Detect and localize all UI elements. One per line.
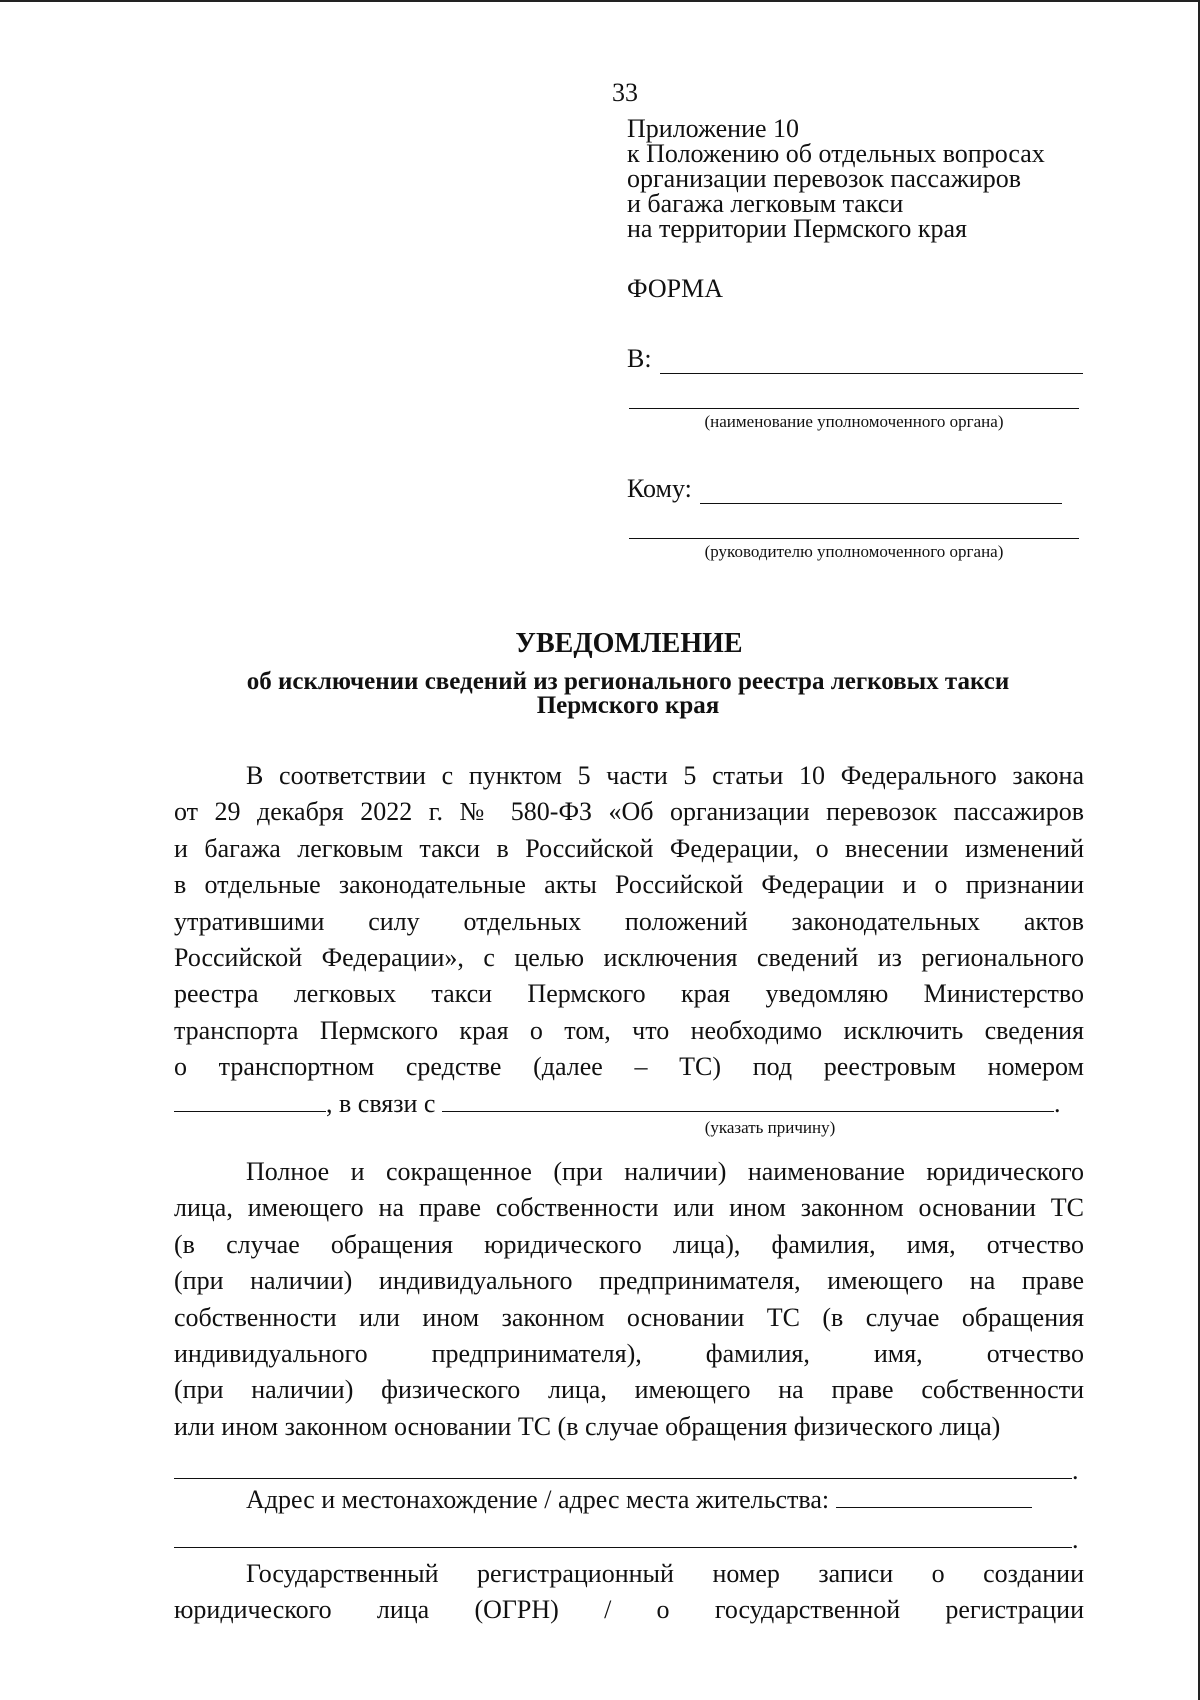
to-field-blank[interactable] <box>660 349 1083 374</box>
appendix-line: к Положению об отдельных вопросах <box>627 139 1045 168</box>
paragraph-line: или ином законном основании ТС (в случае обращения физического лица) <box>174 1411 1001 1441</box>
paragraph-line: В соответствии с пунктом 5 части 5 статьи 10 Федерального закона <box>246 761 1084 790</box>
paragraph-3 <box>174 1556 1084 1629</box>
reason-end-mark: . <box>1053 1088 1061 1118</box>
to-field-second-line[interactable] <box>629 408 1079 409</box>
to-field-label: В: <box>627 344 652 373</box>
paragraph-line: реестра легковых такси Пермского края уведомляю Министерство <box>174 979 1084 1009</box>
paragraph-line: индивидуального предпринимателя), фамилия, имя, отчество <box>174 1339 1084 1369</box>
address-line <box>174 1482 1084 1518</box>
appendix-line: организации перевозок пассажиров <box>627 164 1021 193</box>
paragraph-line: собственности или ином законном основании ТС (в случае обращения <box>174 1302 1084 1332</box>
notice-title: УВЕДОМЛЕНИЕ <box>515 628 743 659</box>
to-field <box>627 344 1083 374</box>
paragraph-line: Российской Федерации», с целью исключения сведений из регионального <box>174 943 1084 973</box>
registry-number-blank[interactable] <box>174 1089 326 1112</box>
paragraph-line: (в случае обращения юридического лица), фамилия, имя, отчество <box>174 1229 1084 1259</box>
owner-name-end-mark: . <box>1072 1456 1079 1486</box>
to-field-caption: (наименование уполномоченного органа) <box>704 412 1004 431</box>
whom-field-second-line[interactable] <box>629 538 1079 539</box>
paragraph-line: о транспортном средстве (далее – ТС) под реестровым номером <box>174 1052 1084 1082</box>
paragraph-line: лица, имеющего на праве собственности или ином законном основании ТС <box>174 1193 1084 1223</box>
address-blank-long[interactable] <box>174 1525 1072 1548</box>
paragraph-line: Государственный регистрационный номер записи о создании <box>246 1559 1084 1588</box>
appendix-line: на территории Пермского края <box>627 214 967 243</box>
whom-field-blank[interactable] <box>700 479 1062 504</box>
address-label: Адрес и местонахождение / адрес места жительства: <box>246 1485 830 1514</box>
address-blank-short[interactable] <box>836 1485 1032 1508</box>
paragraph-line: и багажа легковым такси в Российской Федерации, о внесении изменений <box>174 833 1084 863</box>
appendix-header <box>627 116 1045 241</box>
owner-name-blank[interactable] <box>174 1456 1072 1479</box>
address-line-2 <box>174 1522 1084 1558</box>
registry-number-line <box>174 1086 1084 1122</box>
whom-field-caption: (руководителю уполномоченного органа) <box>704 542 1004 561</box>
notice-subtitle-line1: об исключении сведений из регионального реестра легковых такси <box>246 668 1010 695</box>
reason-caption: (указать причину) <box>704 1118 836 1137</box>
paragraph-line: Полное и сокращенное (при наличии) наименование юридического <box>246 1157 1084 1186</box>
paragraph-line: транспорта Пермского края о том, что необходимо исключить сведения <box>174 1015 1084 1045</box>
paragraph-1 <box>174 758 1084 1122</box>
page-number: 33 <box>612 78 638 107</box>
paragraph-line: юридического лица (ОГРН) / о государственной регистрации <box>174 1595 1084 1625</box>
paragraph-line: (при наличии) индивидуального предпринимателя, имеющего на праве <box>174 1266 1084 1296</box>
address-block <box>174 1482 1084 1559</box>
reason-lead-text: , в связи с <box>326 1088 436 1118</box>
paragraph-line: от 29 декабря 2022 г. № 580-ФЗ «Об организации перевозок пассажиров <box>174 797 1084 827</box>
paragraph-line: утратившими силу отдельных положений законодательных актов <box>174 906 1084 936</box>
paragraph-line: (при наличии) физического лица, имеющего на праве собственности <box>174 1375 1084 1405</box>
whom-field <box>627 474 1062 504</box>
paragraph-2 <box>174 1154 1084 1490</box>
reason-blank[interactable] <box>442 1089 1054 1112</box>
address-end-mark: . <box>1072 1525 1079 1555</box>
whom-field-label: Кому: <box>627 474 692 503</box>
form-label: ФОРМА <box>627 274 723 303</box>
paragraph-line: в отдельные законодательные акты Российской Федерации и о признании <box>174 870 1084 900</box>
appendix-line: и багажа легковым такси <box>627 189 904 218</box>
appendix-line: Приложение 10 <box>627 114 800 143</box>
notice-subtitle-line2: Пермского края <box>536 692 720 719</box>
